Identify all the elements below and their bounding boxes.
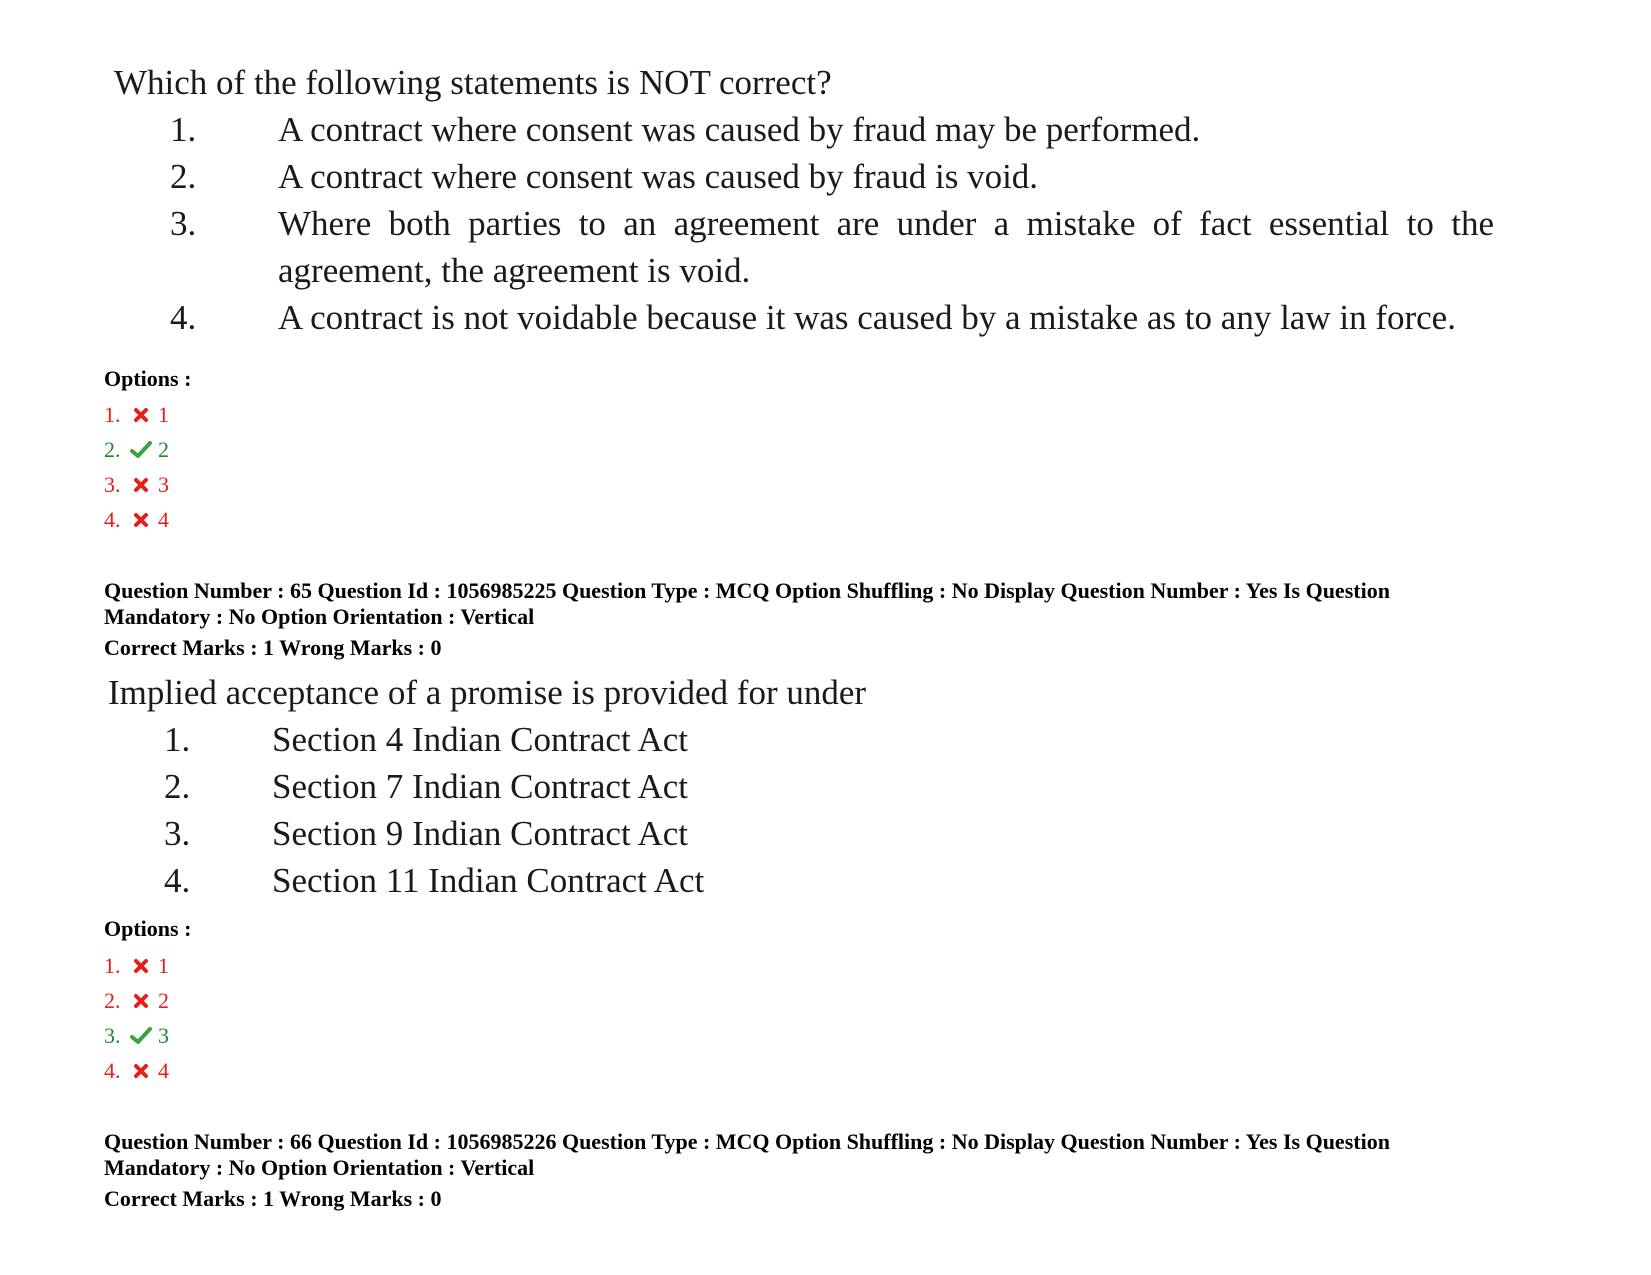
statement-item: 2. A contract where consent was caused by fraud is void. [170, 157, 1039, 196]
option-row: 4. 4 [104, 507, 169, 532]
cross-icon [128, 955, 154, 977]
option-row: 1. 1 [104, 402, 169, 427]
cross-icon [128, 404, 154, 426]
question-marks: Correct Marks : 1 Wrong Marks : 0 [104, 635, 442, 660]
question-meta-line: Question Number : 66 Question Id : 1056985226 Question Type : MCQ Option Shuffling : No Display Question Number : Yes Is Question [104, 1129, 1390, 1154]
option-row: 2. 2 [104, 988, 169, 1013]
question-marks: Correct Marks : 1 Wrong Marks : 0 [104, 1186, 442, 1211]
choice-item: 4. Section 11 Indian Contract Act [164, 861, 705, 900]
option-row: 2. 2 [104, 437, 169, 462]
check-icon [128, 439, 154, 461]
choice-item: 2. Section 7 Indian Contract Act [164, 767, 689, 806]
statement-item: 4. A contract is not voidable because it was caused by a mistake as to any law in force. [170, 298, 1456, 337]
question-64-body [114, 60, 1494, 341]
options-list-64 [104, 397, 169, 537]
options-label: Options : [104, 916, 192, 941]
choice-item: 1. Section 4 Indian Contract Act [164, 720, 689, 759]
question-65-body [108, 670, 1008, 904]
question-65-meta [104, 578, 1524, 661]
statement-item: 3. Where both parties to an agreement are under a mistake of fact essential to the agreement, the agreement is void. [170, 204, 1494, 290]
cross-icon [128, 1060, 154, 1082]
cross-icon [128, 474, 154, 496]
question-stem: Which of the following statements is NOT correct? [114, 63, 832, 102]
options-list-65 [104, 948, 169, 1088]
option-row: 3. 3 [104, 472, 169, 497]
cross-icon [128, 509, 154, 531]
question-meta-line: Mandatory : No Option Orientation : Vertical [104, 604, 535, 629]
question-meta-line: Mandatory : No Option Orientation : Vertical [104, 1155, 535, 1180]
option-row: 1. 1 [104, 953, 169, 978]
option-row: 3. 3 [104, 1023, 169, 1048]
option-row: 4. 4 [104, 1058, 169, 1083]
choice-item: 3. Section 9 Indian Contract Act [164, 814, 689, 853]
cross-icon [128, 990, 154, 1012]
question-meta-line: Question Number : 65 Question Id : 1056985225 Question Type : MCQ Option Shuffling : No Display Question Number : Yes Is Question [104, 578, 1390, 603]
question-66-meta [104, 1129, 1524, 1212]
options-label: Options : [104, 366, 192, 391]
statement-item: 1. A contract where consent was caused by fraud may be performed. [170, 110, 1201, 149]
question-stem: Implied acceptance of a promise is provided for under [108, 673, 867, 712]
choice-list [108, 716, 1008, 904]
check-icon [128, 1025, 154, 1047]
statement-list [114, 106, 1494, 341]
